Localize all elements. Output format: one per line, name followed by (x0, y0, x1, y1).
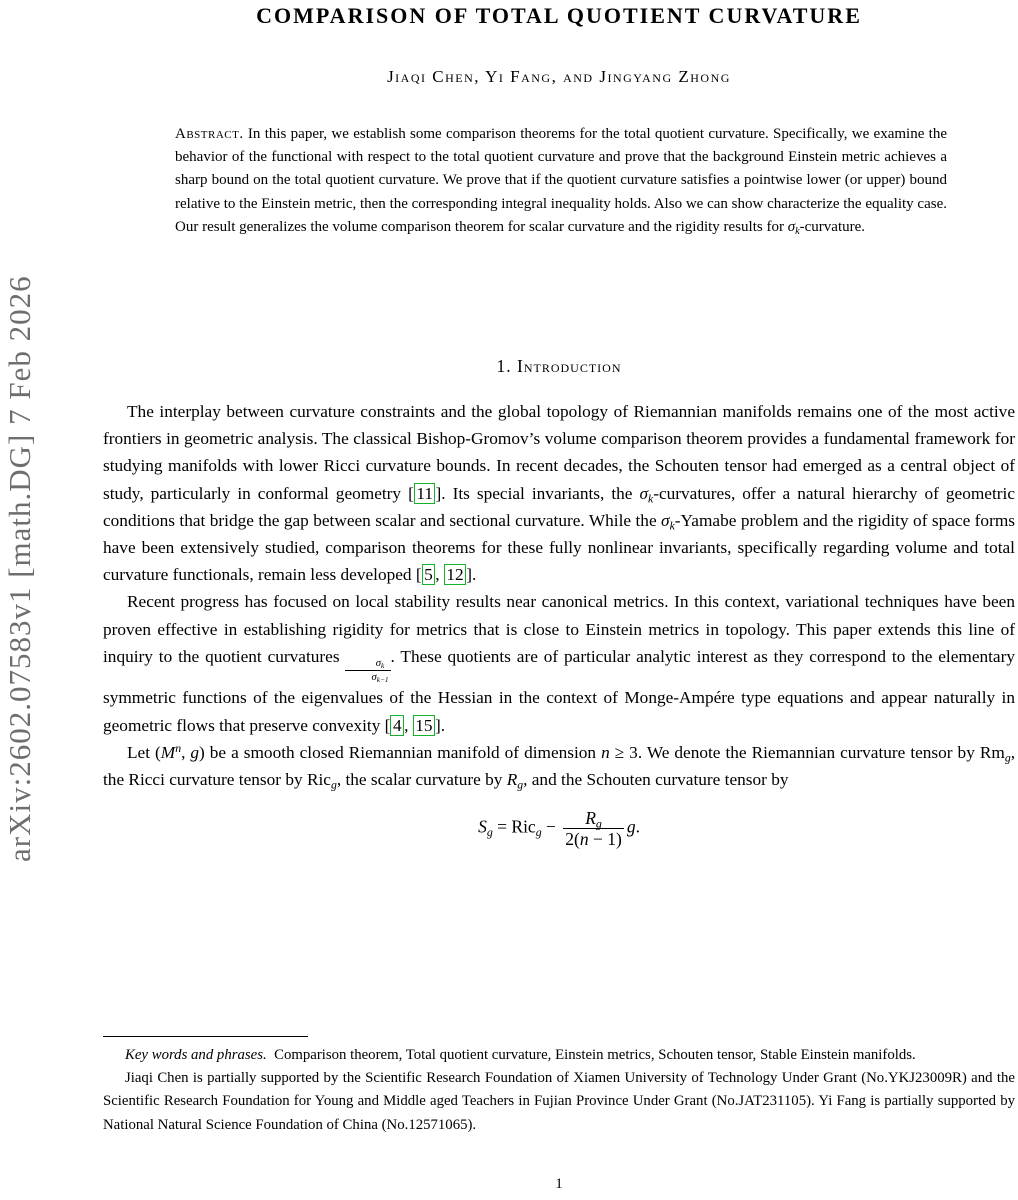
fraction (345, 657, 390, 685)
math-base: σ (371, 670, 377, 683)
abstract-text: In this paper, we establish some comparison theorems for the total quotient curvature. Specifically, we examine the behavior of the functional with respect to the total quotient curvature and prove that the background Einstein metric achieves a sharp bound on the total quotient curvature. We prove that if the quotient curvature satisfies a pointwise lower (or upper) bound relative to the Einstein metric, then the corresponding integral inequality holds. Also we can show characterize the equality case. Our result generalizes the volume comparison theorem for scalar curvature and the rigidity results for $\sigma_k$-curvature. (175, 126, 947, 237)
math-base: M (160, 742, 176, 762)
footnote-rule (103, 1036, 308, 1037)
math-script: g (330, 778, 337, 792)
math-script: g (486, 825, 493, 840)
keywords-label: Key words and phrases. (125, 1047, 267, 1063)
schouten-tensor-equation: $S_g = Ric_g$ − $\frac{R_g}{2(n - 1)}$ g. (478, 808, 640, 850)
authors-line: Jiaqi Chen, Yi Fang, and Jingyang Zhong (387, 67, 731, 86)
fraction-denominator (345, 670, 390, 684)
keywords-text: Comparison theorem, Total quotient curvature, Einstein metrics, Schouten tensor, Stable Einstein manifolds. (266, 1047, 916, 1063)
math-script: n (175, 741, 182, 755)
math-base: Ric (511, 816, 536, 837)
math-script: k−1 (376, 676, 389, 684)
math-base: σ (375, 656, 382, 669)
math-base: S (478, 816, 487, 837)
math-script: k (669, 519, 675, 533)
math-base: R (585, 808, 596, 829)
section-heading: 1. Introduction (496, 356, 622, 376)
math-base: Ric (306, 769, 331, 789)
math-var: g (626, 816, 636, 837)
arxiv-watermark: arXiv:2602.07583v1 [math.DG] 7 Feb 2026 (2, 275, 37, 863)
abstract (175, 123, 947, 239)
abstract-label: Abstract. (175, 126, 244, 142)
fraction-denominator: 2(n − 1) (565, 829, 622, 850)
math-script: k (381, 661, 385, 670)
math-var: g (190, 742, 200, 762)
paragraph-3: Let ($M^n$, g) be a smooth closed Riemannian manifold of dimension n ≥ 3. We denote the Riemannian curvature tensor by $Rm_g$, the Ricci curvature tensor by Ric$_g$, the scalar curvature by $R_g$, and the Schouten curvature tensor by (103, 741, 1016, 792)
math-base: σ (661, 510, 670, 530)
paragraph-1: The interplay between curvature constraints and the global topology of Riemannian manifolds remains one of the most active frontiers in geometric analysis. The classical Bishop-Gromov’s volume comparison theorem provides a fundamental framework for studying manifolds with lower Ricci curvature bounds. In recent decades, the Schouten tensor had emerged as a central object of study, particularly in conformal geometry [ 11 ]. Its special invariants, the $\sigma_k$-curvatures, offer a natural hierarchy of geometric conditions that bridge the gap between scalar and sectional curvature. While the $\sigma_k$-Yamabe problem and the rigidity of space forms have been extensively studied, comparison theorems for these fully nonlinear invariants, specifically regarding volume and total curvature functionals, remain less developed [ 5 , 12 ]. (103, 402, 1015, 585)
citation-link[interactable]: 12 (444, 564, 466, 585)
math-base: σ (787, 218, 796, 235)
paper-title: COMPARISON OF TOTAL QUOTIENT CURVATURE (256, 3, 862, 28)
citation-link[interactable]: 15 (413, 715, 435, 736)
math-base: σ (639, 483, 648, 503)
paragraph-2: Recent progress has focused on local stability results near canonical metrics. In this context, variational techniques have been proven effective in establishing rigidity for metrics that is close to Einstein metrics in topology. This paper extends this line of inquiry to the quotient curvatures $\frac{\sigma_k}{\sigma_{k-1}}$ . These quotients are of particular analytic interest as they correspond to the elementary symmetric functions of the eigenvalues of the Hessian in the context of Monge-Ampére type equations and appear naturally in geometric flows that preserve convexity [ 4 , 15 ]. (103, 592, 1015, 735)
math-base: R (506, 769, 518, 789)
fraction-numerator (583, 808, 604, 831)
math-script: k (648, 491, 654, 505)
math-script: g (535, 825, 542, 840)
fraction-numerator (350, 657, 387, 670)
citation-link[interactable]: 4 (390, 715, 404, 736)
citation-link[interactable]: 11 (414, 483, 436, 504)
math-script: g (595, 816, 602, 831)
math-base: Rm (979, 742, 1005, 762)
introduction-section (103, 356, 1015, 849)
footnote-keywords (103, 1044, 1015, 1067)
math-script: g (1004, 751, 1011, 765)
math-script: k (795, 225, 800, 237)
math-script: g (517, 778, 524, 792)
footnote-funding: Jiaqi Chen is partially supported by the Scientific Research Foundation of Xiamen University of Technology Under Grant (No.YKJ23009R) and the Scientific Research Foundation for Young and Middle aged Teachers in Fujian Province Under Grant (No.JAT231105). Yi Fang is partially supported by National Natural Science Foundation of China (No.12571065). (103, 1070, 1015, 1133)
math-var: n (601, 742, 610, 762)
math-var: n (579, 829, 589, 850)
fraction (563, 808, 624, 849)
main-column (103, 0, 1015, 1200)
footnote-block (103, 1036, 1015, 1137)
citation-link[interactable]: 5 (422, 564, 436, 585)
page-number: 1 (555, 1176, 563, 1192)
